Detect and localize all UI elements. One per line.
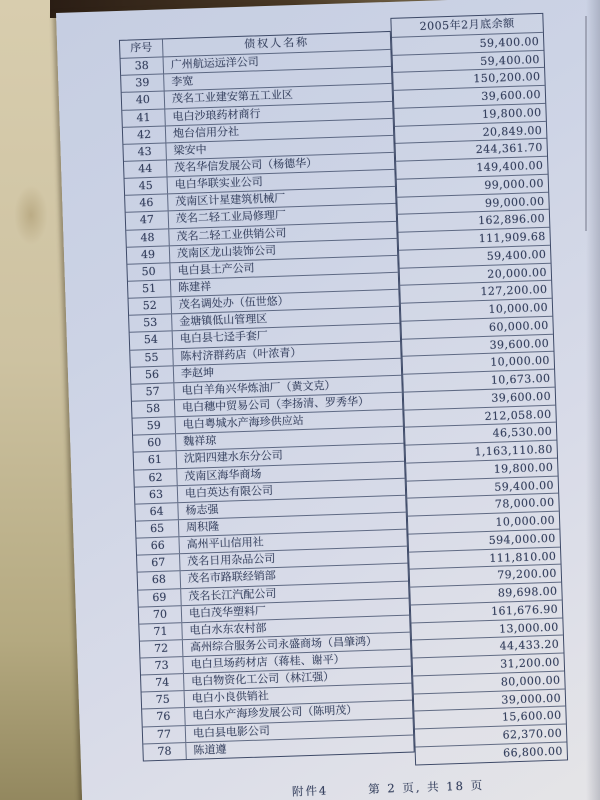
- header-serial-number: 序号: [120, 39, 164, 58]
- row-balance-amount: 244,361.70: [395, 138, 547, 161]
- row-serial-number: 53: [129, 315, 173, 333]
- row-balance-amount: 46,530.00: [405, 422, 557, 445]
- row-balance-amount: 10,000.00: [401, 298, 553, 321]
- row-serial-number: 46: [125, 195, 169, 213]
- row-creditor-name: 茂名调处办（伍世悠）: [178, 294, 289, 312]
- footer-page-number: 第 2 页, 共 18 页: [367, 777, 485, 796]
- row-creditor-name: 电白县电影公司: [192, 723, 271, 740]
- row-serial-number: 41: [122, 109, 166, 127]
- row-serial-number: 70: [139, 606, 183, 624]
- row-creditor-name: 沈阳四建水东分公司: [183, 449, 284, 466]
- row-serial-number: 73: [140, 657, 184, 675]
- row-serial-number: 59: [132, 417, 176, 435]
- row-serial-number: 50: [127, 263, 171, 281]
- row-creditor-name: 李赵坤: [180, 365, 215, 380]
- row-balance-amount: 59,400.00: [407, 475, 559, 498]
- row-balance-amount: 19,800.00: [406, 457, 558, 480]
- row-balance-amount: 111,810.00: [409, 546, 561, 569]
- table-left-columns: [119, 31, 415, 762]
- row-serial-number: 66: [136, 537, 180, 555]
- row-serial-number: 69: [138, 589, 182, 607]
- row-serial-number: 54: [130, 332, 174, 350]
- row-balance-amount: 13,000.00: [411, 617, 563, 640]
- row-creditor-name: 陈道遵: [193, 742, 227, 757]
- row-balance-amount: 15,600.00: [414, 706, 566, 729]
- row-creditor-name: 电白茂华塑料厂: [188, 604, 267, 620]
- row-creditor-name: 高州综合服务公司永盛商场（昌肇鸿）: [189, 634, 378, 654]
- page-footer: [144, 771, 600, 800]
- row-creditor-name: 电白华联实业公司: [174, 175, 263, 192]
- header-balance: 2005年2月底余额: [419, 16, 515, 33]
- desk-stain: [14, 185, 48, 245]
- row-balance-amount: 149,400.00: [396, 156, 548, 179]
- row-serial-number: 63: [135, 486, 179, 504]
- row-serial-number: 47: [126, 212, 170, 230]
- row-balance-amount: 62,370.00: [415, 723, 567, 746]
- row-creditor-name: 电白县土产公司: [177, 261, 255, 277]
- row-serial-number: 76: [142, 709, 186, 727]
- row-creditor-name: 电白物资化工公司（林江强）: [191, 670, 335, 689]
- row-creditor-name: 电白粤城水产海珍供应站: [182, 414, 304, 432]
- row-serial-number: 55: [130, 349, 174, 367]
- row-serial-number: 39: [121, 75, 165, 93]
- row-balance-amount: 79,200.00: [410, 564, 562, 587]
- row-creditor-name: 茂南区海华商场: [184, 466, 262, 483]
- row-serial-number: 77: [143, 726, 187, 744]
- row-creditor-name: 茂名二轻工业局修理厂: [175, 208, 287, 226]
- row-balance-amount: 59,400.00: [393, 49, 545, 72]
- footer-attachment-label: 附件4: [291, 782, 329, 799]
- row-serial-number: 38: [121, 58, 165, 76]
- row-balance-amount: 39,600.00: [394, 85, 546, 108]
- row-serial-number: 74: [141, 674, 185, 692]
- row-serial-number: 57: [131, 383, 175, 401]
- row-serial-number: 72: [140, 640, 184, 658]
- creditor-table: [119, 16, 600, 774]
- row-serial-number: 60: [133, 434, 177, 452]
- row-creditor-name: 电白水产海珍发展公司（陈明茂）: [192, 703, 358, 723]
- row-serial-number: 65: [136, 520, 180, 538]
- row-balance-amount: 162,896.00: [398, 209, 550, 232]
- row-creditor-name: 广州航运远洋公司: [170, 55, 259, 72]
- row-balance-amount: 39,600.00: [404, 386, 556, 409]
- document-sheet: [56, 0, 600, 800]
- row-balance-amount: 1,163,110.80: [406, 440, 558, 463]
- row-balance-amount: 89,698.00: [410, 582, 562, 605]
- row-balance-amount: 111,909.68: [398, 227, 550, 250]
- row-balance-amount: 10,673.00: [403, 369, 555, 392]
- row-serial-number: 64: [135, 503, 179, 521]
- row-creditor-name: 周积隆: [185, 519, 220, 534]
- row-balance-amount: 20,849.00: [395, 120, 547, 143]
- row-creditor-name: 电白羊角兴华炼油厂（黄文克）: [181, 378, 336, 397]
- row-creditor-name: 茂名市路联经销部: [187, 569, 276, 586]
- row-creditor-name: 梁安中: [173, 142, 207, 158]
- row-balance-amount: 60,000.00: [401, 315, 553, 338]
- row-serial-number: 51: [128, 280, 172, 298]
- row-serial-number: 68: [138, 572, 182, 590]
- row-balance-amount: 594,000.00: [408, 528, 560, 551]
- amount-cells: [392, 32, 567, 764]
- row-creditor-name: 金塘镇低山管理区: [179, 312, 268, 329]
- table-rows: [121, 49, 414, 760]
- row-creditor-name: 电白穗中贸易公司（李扬清、罗秀华）: [181, 394, 370, 414]
- row-balance-amount: 161,676.90: [411, 599, 563, 622]
- row-serial-number: 40: [122, 92, 166, 110]
- row-creditor-name: 茂名华信发展公司（杨德华）: [173, 156, 318, 175]
- row-balance-amount: 66,800.00: [416, 741, 568, 764]
- row-serial-number: 42: [123, 126, 167, 144]
- row-balance-amount: 212,058.00: [404, 404, 556, 427]
- header-creditor-name: 债权人名称: [243, 35, 310, 51]
- row-serial-number: 67: [137, 554, 181, 572]
- row-balance-amount: 99,000.00: [397, 174, 549, 197]
- row-serial-number: 58: [132, 400, 176, 418]
- row-creditor-name: 高州平山信用社: [186, 535, 264, 552]
- row-creditor-name: 茂名工业建安第五工业区: [171, 88, 294, 106]
- row-creditor-name: 陈建祥: [177, 279, 212, 295]
- row-balance-amount: 39,600.00: [402, 333, 554, 356]
- row-creditor-name: 杨志强: [185, 502, 219, 517]
- row-serial-number: 61: [134, 452, 178, 470]
- row-creditor-name: 陈村济群药店（叶浓青）: [180, 345, 302, 363]
- row-creditor-name: 茂名二轻工业供销公司: [176, 226, 287, 243]
- row-creditor-name: 炮台信用分社: [172, 124, 240, 140]
- row-balance-amount: 19,800.00: [394, 103, 546, 126]
- row-serial-number: 71: [139, 623, 183, 641]
- row-serial-number: 49: [127, 246, 171, 264]
- row-balance-amount: 80,000.00: [413, 670, 565, 693]
- row-creditor-name: 茂名长江汽配公司: [188, 586, 277, 603]
- row-creditor-name: 茂南区龙山装饰公司: [176, 243, 277, 260]
- row-creditor-name: 电白小良供销社: [191, 689, 269, 706]
- row-serial-number: 52: [129, 297, 173, 315]
- row-serial-number: 45: [125, 178, 169, 196]
- row-balance-amount: 44,433.20: [412, 635, 564, 658]
- row-serial-number: 78: [143, 743, 187, 761]
- row-creditor-name: 魏祥琼: [183, 434, 217, 449]
- row-creditor-name: 电白水东农村部: [189, 621, 267, 637]
- row-creditor-name: 电白旦场药材店（蒋桂、谢平）: [190, 652, 345, 671]
- row-balance-amount: 99,000.00: [397, 191, 549, 214]
- row-balance-amount: 59,400.00: [392, 32, 544, 55]
- row-creditor-name: 电白县七迳手套厂: [179, 329, 269, 346]
- row-creditor-name: 电白英达有限公司: [184, 483, 274, 500]
- row-balance-amount: 39,000.00: [414, 688, 566, 711]
- row-creditor-name: 李宽: [171, 74, 194, 89]
- row-creditor-name: 茂名日用杂品公司: [187, 552, 276, 569]
- row-balance-amount: 59,400.00: [399, 245, 551, 268]
- row-creditor-name: 茂南区计星建筑机械厂: [175, 191, 286, 209]
- row-serial-number: 75: [142, 691, 186, 709]
- row-serial-number: 56: [131, 366, 175, 384]
- row-serial-number: 44: [124, 160, 168, 178]
- row-balance-amount: 10,000.00: [403, 351, 555, 374]
- row-balance-amount: 20,000.00: [400, 262, 552, 285]
- row-balance-amount: 78,000.00: [407, 493, 559, 516]
- row-serial-number: 48: [126, 229, 170, 247]
- row-balance-amount: 127,200.00: [400, 280, 552, 303]
- row-serial-number: 62: [134, 469, 178, 487]
- row-serial-number: 43: [123, 143, 167, 161]
- photo-right-shading: [586, 0, 600, 800]
- row-creditor-name: 电白沙琅药材商行: [172, 106, 261, 123]
- table-amount-column: [390, 13, 568, 765]
- row-balance-amount: 31,200.00: [413, 653, 565, 676]
- row-balance-amount: 10,000.00: [408, 511, 560, 534]
- row-balance-amount: 150,200.00: [393, 67, 545, 90]
